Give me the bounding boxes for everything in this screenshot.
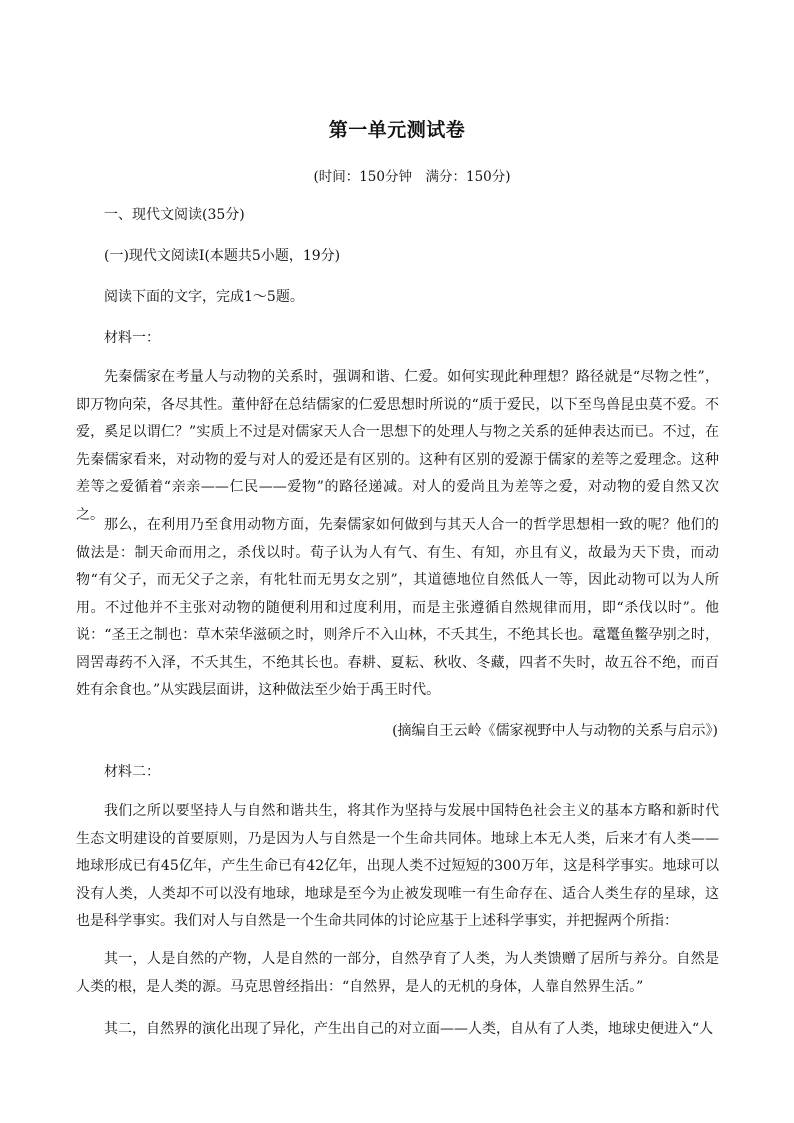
source-citation: (摘编自王云岭《儒家视野中人与动物的关系与启示》)	[392, 723, 718, 739]
reading-instruction: 阅读下面的文字，完成1～5题。	[104, 289, 304, 305]
material-one-label: 材料一：	[104, 330, 160, 346]
material-two-label: 材料二：	[104, 764, 160, 780]
material-one-paragraph: 先秦儒家在考量人与动物的关系时，强调和谐、仁爱。如何实现此种理想？路径就是“尽物之性”，即万物向荣，各尽其性。董仲舒在总结儒家的仁爱思想时所说的“质于爱民，以下至鸟兽昆虫莫不爱。不爱，奚足以谓仁？”实质上不过是对儒家天人合一思想下的处理人与物之关系的延伸表达而已。不过，在先秦儒家看来，对动物的爱与对人的爱还是有区别的。这种有区别的爱源于儒家的差等之爱理念。这种差等之爱循着“亲亲——仁民——爱物”的路径递减。对人的爱尚且为差等之爱，对动物的爱自然又次之。	[76, 369, 719, 523]
material-one-paragraph: 那么，在利用乃至食用动物方面，先秦儒家如何做到与其天人合一的哲学思想相一致的呢？他们的做法是：制天命而用之，杀伐以时。荀子认为人有气、有生、有知，亦且有义，故最为天下贵，而动物“有父子，而无父子之亲，有牝牡而无男女之别”，其道德地位自然低人一等，因此动物可以为人所用。不过他并不主张对动物的随便利用和过度利用，而是主张遵循自然规律而用，即“杀伐以时”。他说：“圣王之制也：草木荣华滋硕之时，则斧斤不入山林，不夭其生，不绝其长也。鼋鼍鱼鳖孕别之时，罔罟毒药不入泽，不夭其生，不绝其长也。春耕、夏耘、秋收、冬藏，四者不失时，故五谷不绝，而百姓有余食也。”从实践层面讲，这种做法至少始于禹王时代。	[76, 517, 719, 698]
material-two-paragraph: 其二，自然界的演化出现了异化，产生出自己的对立面——人类，自从有了人类，地球史便进入“人	[104, 1021, 714, 1037]
section-heading: 一、现代文阅读(35分)	[104, 207, 245, 223]
document-title: 第一单元测试卷	[328, 119, 466, 141]
material-two-paragraph: 我们之所以要坚持人与自然和谐共生，将其作为坚持与发展中国特色社会主义的基本方略和新时代生态文明建设的首要原则，乃是因为人与自然是一个生命共同体。地球上本无人类，后来才有人类——地球形成已有45亿年，产生生命已有42亿年，出现人类不过短短的300万年，这是科学事实。地球可以没有人类，人类却不可以没有地球，地球是至今为止被发现唯一有生命存在、适合人类生存的星球，这也是科学事实。我们对人与自然是一个生命共同体的讨论应基于上述科学事实，并把握两个所指：	[76, 803, 719, 929]
subsection-heading: (一)现代文阅读Ⅰ(本题共5小题，19分)	[104, 248, 341, 264]
exam-meta: (时间：150分钟 满分：150分)	[313, 169, 511, 185]
material-two-paragraph: 其一，人是自然的产物，人是自然的一部分，自然孕育了人类，为人类馈赠了居所与养分。自然是人类的根，是人类的源。马克思曾经指出：“自然界，是人的无机的身体，人靠自然界生活。”	[76, 951, 719, 995]
